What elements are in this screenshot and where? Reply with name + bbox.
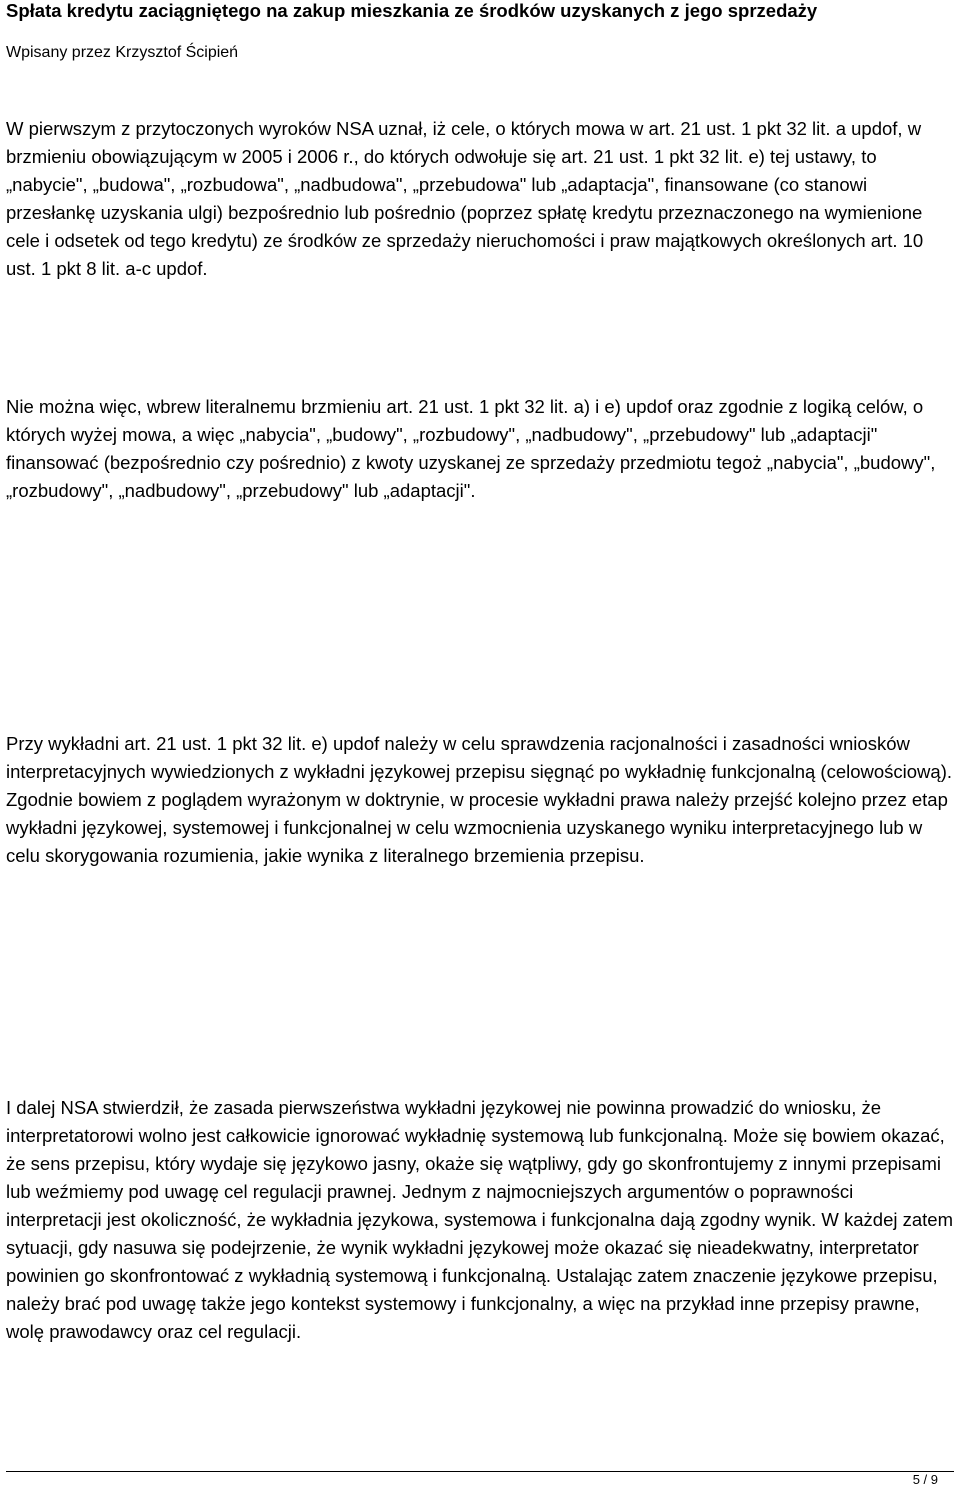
- paragraph-3: Przy wykładni art. 21 ust. 1 pkt 32 lit. e) updof należy w celu sprawdzenia racjonalności i zasadności wniosków interpretacyjnych wywiedzionych z wykładni językowej przepisu sięgnąć po wykładnię funkcjonalną (celowościową). Zgodnie bowiem z poglądem wyrażonym w doktrynie, w procesie wykładni prawa należy przejść kolejno przez etap wykładni językowej, systemowej i funkcjonalnej w celu wzmocnienia uzyskanego wyniku interpretacyjnego lub w celu skorygowania rozumienia, jakie wynika z literalnego brzemienia przepisu.: [6, 733, 953, 866]
- page-title: Spłata kredytu zaciągniętego na zakup mieszkania ze środków uzyskanych z jego sprzedaży: [6, 0, 818, 21]
- footer-divider: [6, 1471, 954, 1472]
- paragraph-2: Nie można więc, wbrew literalnemu brzmieniu art. 21 ust. 1 pkt 32 lit. a) i e) updof oraz zgodnie z logiką celów, o których wyżej mowa, a więc „nabycia", „budowy", „rozbudowy", „nadbudowy", „przebudowy" lub „adaptacji" finansować (bezpośrednio czy pośrednio) z kwoty uzyskanej ze sprzedaży przedmiotu tegoż „nabycia", „budowy", „rozbudowy", „nadbudowy", „przebudowy" lub „adaptacji".: [6, 396, 936, 501]
- page-number: 5 / 9: [912, 1472, 938, 1487]
- author-line: Wpisany przez Krzysztof Ścipień: [6, 44, 239, 61]
- paragraph-1: W pierwszym z przytoczonych wyroków NSA uznał, iż cele, o których mowa w art. 21 ust. 1 pkt 32 lit. a updof, w brzmieniu obowiązującym w 2005 i 2006 r., do których odwołuje się art. 21 ust. 1 pkt 32 lit. e) tej ustawy, to „nabycie", „budowa", „rozbudowa", „nadbudowa", „przebudowa" lub „adaptacja", finansowane (co stanowi przesłankę uzyskania ulgi) bezpośrednio lub pośrednio (poprzez spłatę kredytu przeznaczonego na wymienione cele i odsetek od tego kredytu) ze środków ze sprzedaży nieruchomości i praw majątkowych określonych art. 10 ust. 1 pkt 8 lit. a-c updof.: [6, 118, 924, 279]
- paragraph-4: I dalej NSA stwierdził, że zasada pierwszeństwa wykładni językowej nie powinna prowadzić do wniosku, że interpretatorowi wolno jest całkowicie ignorować wykładnię systemową lub funkcjonalną. Może się bowiem okazać, że sens przepisu, który wydaje się językowo jasny, okaże się wątpliwy, gdy go skonfrontujemy z innymi przepisami lub weźmiemy pod uwagę cel regulacji prawnej. Jednym z najmocniejszych argumentów o poprawności interpretacji jest okoliczność, że wykładnia językowa, systemowa i funkcjonalna dają zgodny wynik. W każdej zatem sytuacji, gdy nasuwa się podejrzenie, że wynik wykładni językowej może okazać się nieadekwatny, interpretator powinien go skonfrontować z wykładnią systemową i funkcjonalną. Ustalając zatem znaczenie językowe przepisu, należy brać pod uwagę także jego kontekst systemowy i funkcjonalny, a więc na przykład inne przepisy prawne, wolę prawodawcy oraz cel regulacji.: [6, 1097, 954, 1342]
